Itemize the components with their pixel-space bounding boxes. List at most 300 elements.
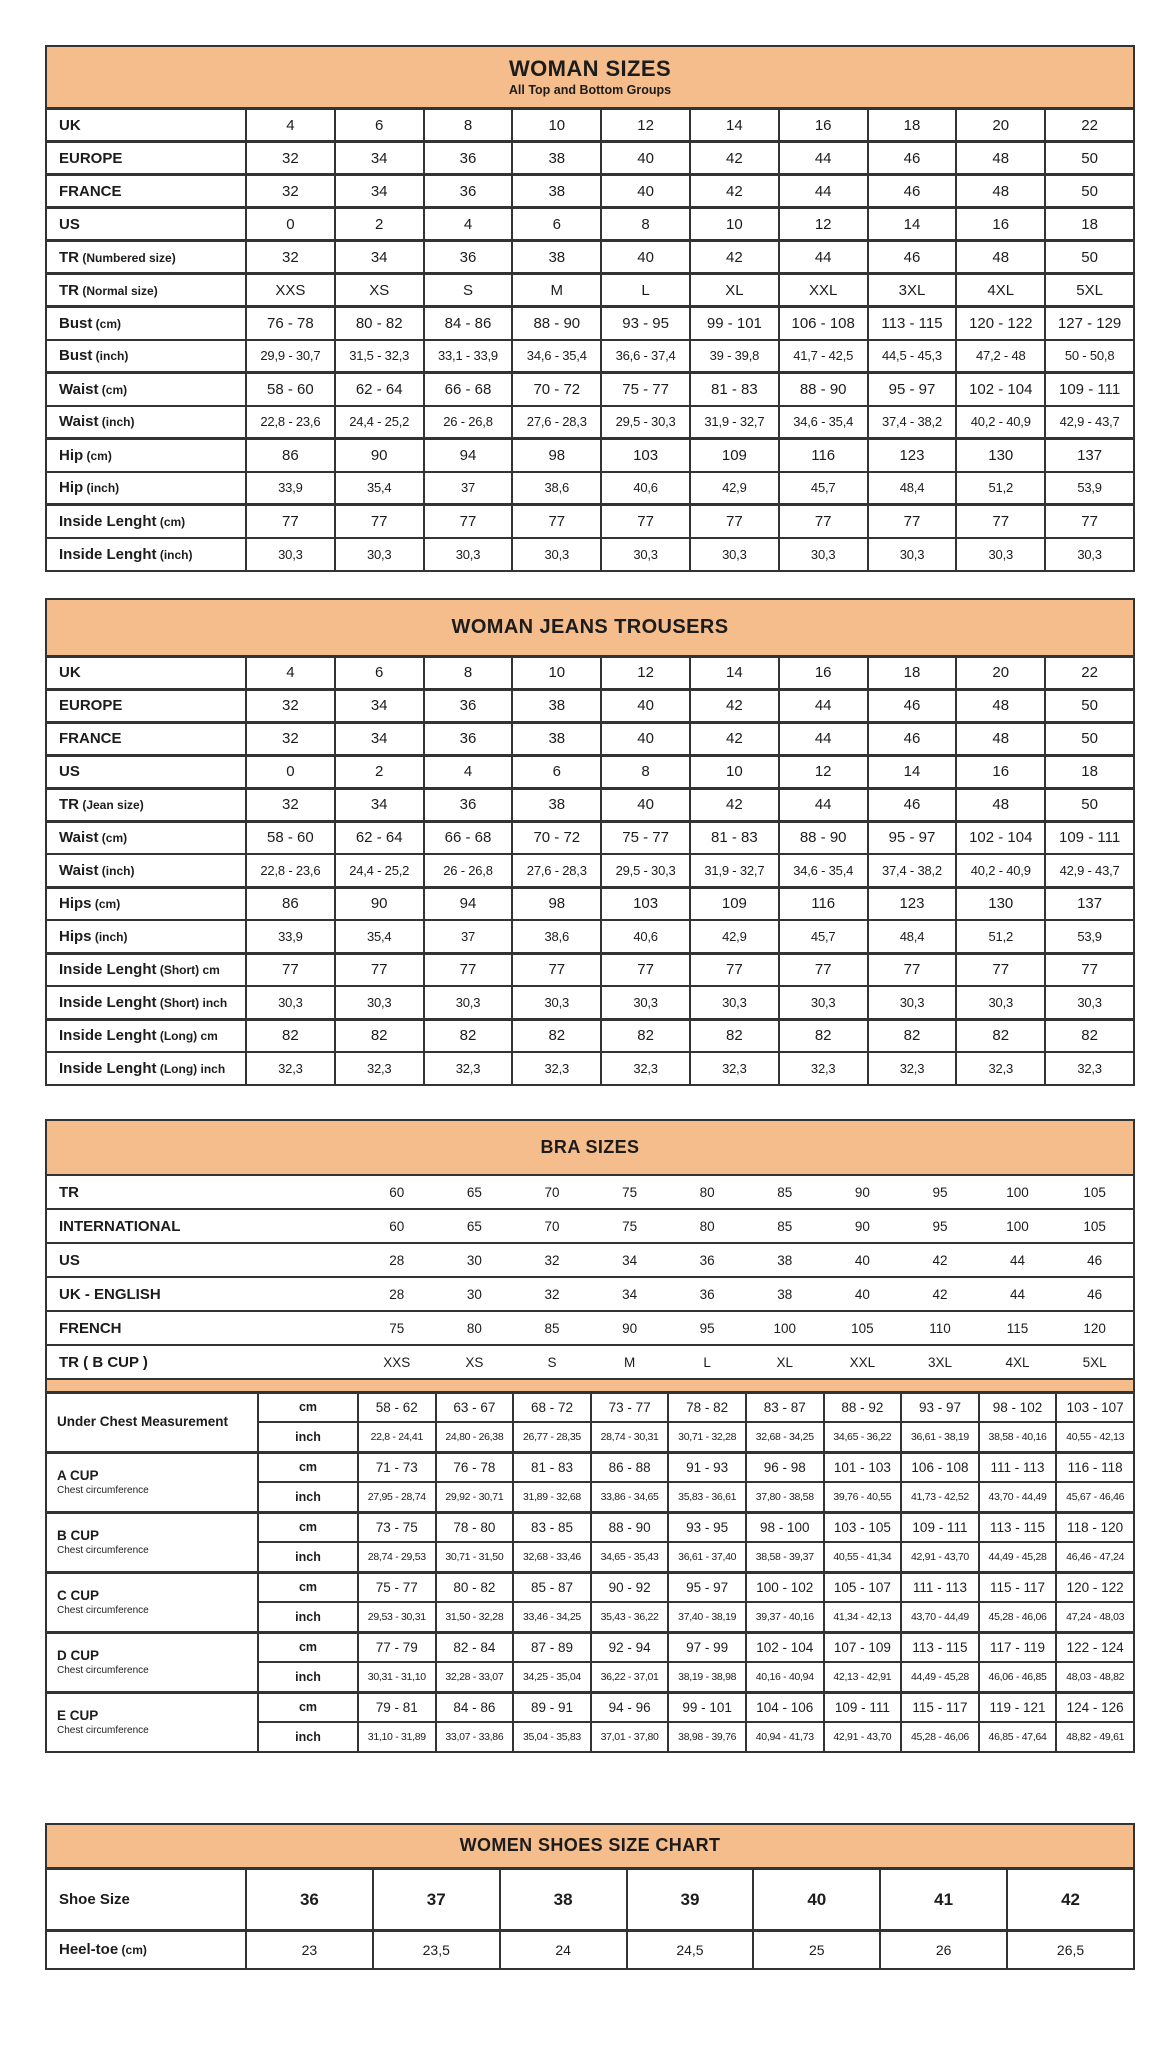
row-label: [46, 1345, 358, 1379]
size-value: 32: [246, 175, 335, 208]
size-value: 110: [901, 1311, 979, 1345]
size-value: 27,6 - 28,3: [512, 406, 601, 439]
size-value: 30,3: [335, 986, 424, 1019]
size-value: 115: [979, 1311, 1057, 1345]
size-value: 30,3: [512, 538, 601, 571]
size-value: 82: [424, 1019, 513, 1052]
jeans-header: [45, 598, 1135, 655]
size-value: 40,2 - 40,9: [956, 854, 1045, 887]
size-value: 4: [424, 208, 513, 241]
size-value: 35,83 - 36,61: [668, 1482, 746, 1512]
row-label-unit: (cm): [91, 897, 121, 912]
size-value: 87 - 89: [513, 1632, 591, 1662]
table-row: [46, 439, 1134, 472]
size-value: 46: [1056, 1243, 1134, 1277]
size-value: 45,28 - 46,06: [979, 1602, 1057, 1632]
bra-section: [45, 1119, 1135, 1753]
size-value: 37,4 - 38,2: [868, 854, 957, 887]
row-label-text: E CUP: [57, 1708, 99, 1724]
size-value: 137: [1045, 439, 1134, 472]
table-row: [46, 1692, 1134, 1722]
size-value: 102 - 104: [956, 373, 1045, 406]
row-label: [46, 1311, 358, 1345]
size-value: 35,43 - 36,22: [591, 1602, 669, 1632]
size-value: 116: [779, 887, 868, 920]
size-value: 100: [979, 1175, 1057, 1209]
size-value: 22,8 - 24,41: [358, 1422, 436, 1452]
size-value: 39,76 - 40,55: [824, 1482, 902, 1512]
size-value: 30,3: [601, 986, 690, 1019]
row-label: [46, 1392, 258, 1452]
size-value: 122 - 124: [1056, 1632, 1134, 1662]
size-value: 24,4 - 25,2: [335, 406, 424, 439]
size-value: 44: [979, 1277, 1057, 1311]
jeans-table: [45, 655, 1135, 1087]
table-row: [46, 854, 1134, 887]
row-label: [46, 854, 246, 887]
shoes-table: [45, 1867, 1135, 1970]
size-value: 45,28 - 46,06: [901, 1722, 979, 1752]
size-value: 32,3: [690, 1052, 779, 1085]
size-value: 10: [512, 109, 601, 142]
row-label-text: US: [59, 1251, 80, 1269]
size-value: S: [513, 1345, 591, 1379]
size-value: 32,3: [1045, 1052, 1134, 1085]
row-label: [46, 1452, 258, 1512]
row-label: [46, 821, 246, 854]
size-value: 75 - 77: [601, 821, 690, 854]
row-label-text: Waist: [59, 829, 99, 847]
size-value: 30,3: [246, 986, 335, 1019]
size-value: 44,49 - 45,28: [901, 1662, 979, 1692]
row-sublabel: Chest circumference: [57, 1484, 149, 1496]
size-value: 120 - 122: [1056, 1572, 1134, 1602]
size-value: 86: [246, 439, 335, 472]
size-value: 30,31 - 31,10: [358, 1662, 436, 1692]
table-row: [46, 373, 1134, 406]
size-value: 32: [513, 1243, 591, 1277]
size-value: 97 - 99: [668, 1632, 746, 1662]
size-value: 42: [690, 175, 779, 208]
table-row: [46, 1311, 1134, 1345]
size-value: 22,8 - 23,6: [246, 854, 335, 887]
size-value: 85: [746, 1175, 824, 1209]
size-value: 38: [512, 175, 601, 208]
size-value: 32: [513, 1277, 591, 1311]
row-label: [46, 1572, 258, 1632]
size-value: 38: [512, 788, 601, 821]
size-value: 88 - 90: [779, 373, 868, 406]
row-label-text: Hip: [59, 446, 84, 464]
size-value: 32,3: [868, 1052, 957, 1085]
size-value: 34,6 - 35,4: [779, 406, 868, 439]
row-label-text: US: [59, 763, 80, 780]
table-row: [46, 986, 1134, 1019]
size-value: 12: [779, 755, 868, 788]
size-value: 34: [335, 241, 424, 274]
row-label-text: Hip: [59, 479, 84, 497]
table-row: [46, 821, 1134, 854]
table-row: [46, 208, 1134, 241]
size-value: 115 - 117: [901, 1692, 979, 1722]
woman-sizes-header: [45, 45, 1135, 107]
size-value: 89 - 91: [513, 1692, 591, 1722]
size-value: 75: [591, 1175, 669, 1209]
row-label-unit: (inch): [98, 863, 135, 878]
size-value: 14: [690, 656, 779, 689]
size-value: 124 - 126: [1056, 1692, 1134, 1722]
size-value: 100: [979, 1209, 1057, 1243]
jeans-section: [45, 598, 1135, 1087]
size-value: 4: [246, 109, 335, 142]
shoes-header: [45, 1823, 1135, 1867]
size-value: 30,3: [779, 538, 868, 571]
size-value: 93 - 97: [901, 1392, 979, 1422]
size-value: 31,9 - 32,7: [690, 854, 779, 887]
row-label-unit: (inch): [156, 547, 193, 562]
size-value: 81 - 83: [690, 821, 779, 854]
size-value: 85: [746, 1209, 824, 1243]
size-value: 14: [690, 109, 779, 142]
size-value: 77: [512, 505, 601, 538]
size-value: 32,3: [779, 1052, 868, 1085]
size-value: 111 - 113: [979, 1452, 1057, 1482]
size-value: 5XL: [1056, 1345, 1134, 1379]
size-value: 30,3: [956, 986, 1045, 1019]
size-value: 43,70 - 44,49: [901, 1602, 979, 1632]
size-value: 65: [436, 1175, 514, 1209]
size-value: 40: [601, 241, 690, 274]
size-value: 90: [335, 887, 424, 920]
row-label-text: UK: [59, 664, 81, 681]
size-value: 37: [424, 472, 513, 505]
table-row: [46, 538, 1134, 571]
size-value: 40: [601, 722, 690, 755]
size-value: 103 - 107: [1056, 1392, 1134, 1422]
row-label: [46, 340, 246, 373]
size-value: 26,77 - 28,35: [513, 1422, 591, 1452]
row-label: [46, 307, 246, 340]
size-value: 32,3: [424, 1052, 513, 1085]
size-value: 92 - 94: [591, 1632, 669, 1662]
size-value: 82: [779, 1019, 868, 1052]
row-label-text: B CUP: [57, 1528, 100, 1544]
table-row: [46, 1931, 1134, 1969]
row-label-text: FRANCE: [59, 730, 122, 747]
size-value: 42: [690, 788, 779, 821]
size-value: 95 - 97: [668, 1572, 746, 1602]
table-row: [46, 1392, 1134, 1422]
size-value: 77: [512, 953, 601, 986]
size-value: 120 - 122: [956, 307, 1045, 340]
row-label-unit: (Numbered size): [79, 250, 176, 265]
bra-table: [45, 1174, 1135, 1753]
size-value: 95: [901, 1175, 979, 1209]
size-value: 32: [246, 142, 335, 175]
size-value: 44: [779, 175, 868, 208]
size-value: 36: [424, 788, 513, 821]
row-label-unit: (Long) inch: [156, 1062, 226, 1076]
row-label-text: D CUP: [57, 1648, 100, 1664]
size-value: 8: [601, 208, 690, 241]
size-value: 94: [424, 887, 513, 920]
size-value: 42,91 - 43,70: [901, 1542, 979, 1572]
size-value: 6: [335, 656, 424, 689]
row-label-unit: (cm): [118, 1943, 147, 1958]
size-value: 77: [956, 953, 1045, 986]
size-value: 90: [335, 439, 424, 472]
size-value: 35,04 - 35,83: [513, 1722, 591, 1752]
unit-label-cm: cm: [258, 1392, 358, 1422]
size-value: 71 - 73: [358, 1452, 436, 1482]
size-value: 77 - 79: [358, 1632, 436, 1662]
size-value: 37: [373, 1869, 500, 1931]
size-value: 26 - 26,8: [424, 406, 513, 439]
size-value: 118 - 120: [1056, 1512, 1134, 1542]
size-value: 82: [1045, 1019, 1134, 1052]
size-value: 33,46 - 34,25: [513, 1602, 591, 1632]
size-value: 4: [246, 656, 335, 689]
size-value: 48: [956, 142, 1045, 175]
size-value: 82: [335, 1019, 424, 1052]
size-value: 29,5 - 30,3: [601, 406, 690, 439]
size-value: 82: [601, 1019, 690, 1052]
table-row: [46, 755, 1134, 788]
size-value: 42: [690, 241, 779, 274]
size-value: 31,5 - 32,3: [335, 340, 424, 373]
size-value: 16: [956, 755, 1045, 788]
size-value: 83 - 87: [746, 1392, 824, 1422]
woman-sizes-table: [45, 107, 1135, 572]
size-value: 43,70 - 44,49: [979, 1482, 1057, 1512]
size-value: 38,19 - 38,98: [668, 1662, 746, 1692]
size-value: 44: [779, 722, 868, 755]
row-sublabel: Chest circumference: [57, 1544, 149, 1556]
size-value: 37: [424, 920, 513, 953]
size-value: 41: [880, 1869, 1007, 1931]
size-value: 40: [601, 788, 690, 821]
size-value: 120: [1056, 1311, 1134, 1345]
row-label-text: C CUP: [57, 1588, 100, 1604]
size-value: 12: [779, 208, 868, 241]
size-value: 50: [1045, 788, 1134, 821]
size-value: 28: [358, 1277, 436, 1311]
size-value: 94 - 96: [591, 1692, 669, 1722]
row-sublabel: Chest circumference: [57, 1725, 149, 1736]
size-value: 103 - 105: [824, 1512, 902, 1542]
size-value: 4XL: [956, 274, 1045, 307]
unit-label-inch: inch: [258, 1662, 358, 1692]
size-value: 58 - 60: [246, 821, 335, 854]
table-row: [46, 1209, 1134, 1243]
row-label-unit: (Long) cm: [156, 1029, 218, 1044]
size-value: 68 - 72: [513, 1392, 591, 1422]
unit-label-inch: inch: [258, 1542, 358, 1572]
size-value: 31,9 - 32,7: [690, 406, 779, 439]
size-value: 33,86 - 34,65: [591, 1482, 669, 1512]
size-value: 24: [500, 1931, 627, 1969]
size-value: 36: [424, 142, 513, 175]
row-label: [46, 920, 246, 953]
row-sublabel: Chest circumference: [57, 1604, 149, 1616]
size-value: XL: [746, 1345, 824, 1379]
size-value: 36,22 - 37,01: [591, 1662, 669, 1692]
row-label: [46, 1692, 258, 1752]
row-label-unit: (inch): [92, 349, 129, 364]
row-label-text: Inside Lenght: [59, 1060, 157, 1077]
size-value: 30,3: [246, 538, 335, 571]
size-value: 41,34 - 42,13: [824, 1602, 902, 1632]
shoes-section: [45, 1823, 1135, 1970]
size-value: 12: [601, 656, 690, 689]
size-value: 50 - 50,8: [1045, 340, 1134, 373]
row-label: [46, 1175, 358, 1209]
table-row: [46, 175, 1134, 208]
row-label-text: Inside Lenght: [59, 545, 157, 563]
size-value: 32: [246, 722, 335, 755]
size-value: 96 - 98: [746, 1452, 824, 1482]
size-value: 88 - 92: [824, 1392, 902, 1422]
row-label-text: TR: [59, 248, 79, 266]
size-value: 36,61 - 37,40: [668, 1542, 746, 1572]
size-value: 47,24 - 48,03: [1056, 1602, 1134, 1632]
size-value: 38: [746, 1277, 824, 1311]
size-value: 22,8 - 23,6: [246, 406, 335, 439]
size-value: 30,3: [601, 538, 690, 571]
size-value: 77: [779, 505, 868, 538]
size-value: XXL: [779, 274, 868, 307]
size-value: 88 - 90: [512, 307, 601, 340]
size-value: 32,3: [956, 1052, 1045, 1085]
row-label-text: Waist: [59, 380, 99, 398]
size-value: 32,3: [512, 1052, 601, 1085]
size-value: 88 - 90: [779, 821, 868, 854]
size-value: 6: [512, 208, 601, 241]
size-value: 22: [1045, 109, 1134, 142]
size-value: 60: [358, 1209, 436, 1243]
unit-label-cm: cm: [258, 1452, 358, 1482]
size-value: 38: [512, 722, 601, 755]
table-row: [46, 953, 1134, 986]
size-value: 53,9: [1045, 920, 1134, 953]
size-value: M: [591, 1345, 669, 1379]
row-label-unit: (inch): [91, 929, 128, 944]
table-row: [46, 1243, 1134, 1277]
size-value: L: [601, 274, 690, 307]
row-label-text: FRENCH: [59, 1319, 122, 1337]
size-value: 20: [956, 656, 1045, 689]
size-value: 50: [1045, 241, 1134, 274]
size-value: XXS: [246, 274, 335, 307]
row-label: [46, 439, 246, 472]
size-value: 81 - 83: [690, 373, 779, 406]
size-value: 46,85 - 47,64: [979, 1722, 1057, 1752]
size-value: M: [512, 274, 601, 307]
size-value: 77: [1045, 953, 1134, 986]
size-value: 75 - 77: [358, 1572, 436, 1602]
row-label: [46, 656, 246, 689]
size-value: 31,50 - 32,28: [436, 1602, 514, 1632]
size-value: 34,25 - 35,04: [513, 1662, 591, 1692]
size-value: 98 - 100: [746, 1512, 824, 1542]
row-label: [46, 1209, 358, 1243]
size-value: 99 - 101: [668, 1692, 746, 1722]
size-value: 51,2: [956, 472, 1045, 505]
row-label-unit: (inch): [98, 415, 135, 430]
size-value: 98: [512, 439, 601, 472]
size-value: 30,3: [779, 986, 868, 1019]
size-value: 25: [753, 1931, 880, 1969]
size-value: 48: [956, 788, 1045, 821]
size-value: 30,3: [424, 986, 513, 1019]
size-value: 24,80 - 26,38: [436, 1422, 514, 1452]
table-row: [46, 1345, 1134, 1379]
size-value: 35,4: [335, 920, 424, 953]
row-label-unit: (cm): [98, 382, 128, 397]
size-value: 2: [335, 755, 424, 788]
size-value: 42: [690, 722, 779, 755]
row-label-text: US: [59, 215, 80, 233]
size-value: 81 - 83: [513, 1452, 591, 1482]
row-label-unit: (Normal size): [79, 283, 158, 298]
row-label-unit: (Short) cm: [156, 963, 220, 978]
size-value: 30,3: [868, 986, 957, 1019]
size-value: 6: [335, 109, 424, 142]
size-value: 70 - 72: [512, 373, 601, 406]
size-value: 33,9: [246, 920, 335, 953]
size-value: 29,5 - 30,3: [601, 854, 690, 887]
size-value: 40,55 - 42,13: [1056, 1422, 1134, 1452]
size-value: 76 - 78: [436, 1452, 514, 1482]
size-value: 77: [868, 505, 957, 538]
size-value: 32,3: [335, 1052, 424, 1085]
table-row: [46, 1632, 1134, 1662]
row-label-text: Under Chest Measurement: [57, 1414, 229, 1430]
table-row: [46, 656, 1134, 689]
size-value: 26: [880, 1931, 1007, 1969]
size-value: 37,4 - 38,2: [868, 406, 957, 439]
size-value: 130: [956, 887, 1045, 920]
size-value: 42,9 - 43,7: [1045, 406, 1134, 439]
size-value: 58 - 62: [358, 1392, 436, 1422]
size-value: 38,98 - 39,76: [668, 1722, 746, 1752]
unit-label-inch: inch: [258, 1422, 358, 1452]
size-value: 84 - 86: [424, 307, 513, 340]
row-label: [46, 1243, 358, 1277]
size-value: XXS: [358, 1345, 436, 1379]
size-value: 93 - 95: [668, 1512, 746, 1542]
unit-label-cm: cm: [258, 1692, 358, 1722]
size-value: 38,58 - 39,37: [746, 1542, 824, 1572]
size-value: 45,7: [779, 920, 868, 953]
row-label-text: Inside Lenght: [59, 512, 157, 530]
size-value: 66 - 68: [424, 821, 513, 854]
size-value: 77: [246, 953, 335, 986]
size-value: 40,94 - 41,73: [746, 1722, 824, 1752]
size-value: 106 - 108: [779, 307, 868, 340]
size-value: 40: [601, 689, 690, 722]
size-value: 30,3: [690, 538, 779, 571]
unit-label-cm: cm: [258, 1632, 358, 1662]
size-value: 100: [746, 1311, 824, 1345]
size-value: 80: [668, 1209, 746, 1243]
size-value: 93 - 95: [601, 307, 690, 340]
size-value: 39: [627, 1869, 754, 1931]
size-value: 113 - 115: [868, 307, 957, 340]
size-value: L: [668, 1345, 746, 1379]
size-value: 77: [868, 953, 957, 986]
size-value: 58 - 60: [246, 373, 335, 406]
